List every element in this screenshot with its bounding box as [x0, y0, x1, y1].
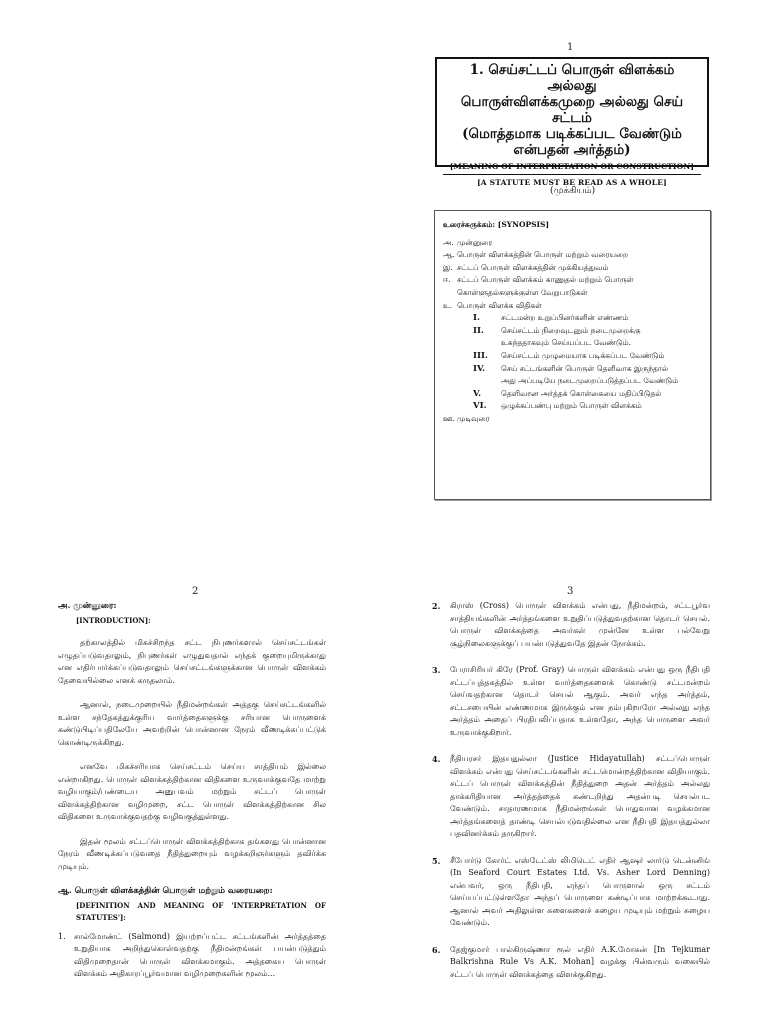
- title-line: (மொத்தமாக படிக்கப்பட வேண்டும்: [462, 126, 682, 142]
- item-text: பேராசிரியர் கிரே (Prof. Gray) பொருள் விளக்கம் என்பது ஒரு நீதிபதி சட்டப்புத்தகத்தில் உள்ள வார்த்தைகளைக் கொண்டு சட்டமன்றம் செய்வதற்கான தொடர் செயல் ஆகும். அவர் எந்த அர்த்தம், சட்டசபையின் எண்ணமாக இருக்கும் என நம்புகிறாரோ அல்லது எந்த அர்த்தம் அதைப் பிரதிபலிப்பதாக உள்ளதோ, அந்த பொருளை அவர் உருவாக்குகிறார்.: [450, 665, 710, 737]
- page-3-column: [432, 600, 710, 995]
- list-item: [432, 664, 710, 739]
- page-number: 2: [192, 586, 199, 597]
- synopsis-subitem: [443, 325, 702, 338]
- item-number: 3.: [432, 665, 441, 675]
- item-text: சால்மோண்ட் (Salmond) இயற்றப்பட்ட சட்டங்களின் அர்த்தத்தை உறுதியாக அறிந்துகொள்வதற்கு நீதிமன்றங்கள் பயன்படுத்தும் விதிமுறைதான் பொருள் விளக்கமாகும். அத்தகைய பொருள் விளக்கம் அதிகாரப்பூர்வமான வழிமுறைகளின் மூலம்...: [74, 931, 326, 978]
- item-text: தேஜ்குமார் பால்கிருஷ்ணா ரூல் எதிர் A.K.மோகன் [In Tejkumar Balkrishna Rule Vs A.K. Mohan] வழக்கு பின்வரும் வகையில் சட்டப் பொருள் விளக்கத்தை விளக்குகிறது.: [450, 944, 710, 979]
- list-item: [432, 600, 710, 650]
- paragraph: ஆனால், நடைமுறையில் நீதிமன்றங்கள் அத்தகு செய்சட்டங்களில் உள்ள சந்தேகத்துக்குரிய வார்த்தைகளுக்கு சரியான பொருளைக் கண்டுபிடிப்பதிலேயே அவற்றின் பொன்னான நேரம் வீணடிக்கப்பட்டுக் கொண்டிருக்கிறது.: [58, 700, 326, 747]
- synopsis-box: [434, 210, 711, 500]
- title-line: 1. செய்சட்டப் பொருள் விளக்கம் அல்லது: [469, 62, 675, 94]
- synopsis-subitem: [443, 375, 702, 388]
- item-number: 2.: [432, 601, 441, 611]
- synopsis-mark: [443, 287, 457, 300]
- section-heading-english: [DEFINITION AND MEANING OF 'INTERPRETATION OF STATUTES']:: [76, 900, 326, 922]
- item-number: 5.: [432, 855, 441, 866]
- item-number: 6.: [432, 944, 441, 955]
- item-text: சீபோர்டு கோர்ட் எஸ்டேட்ஸ் லிமிடெட் எதிர் ஆஷர் லார்டு டென்னிங் (In Seaford Court Estates Ltd. Vs. Asher Lord Denning) என்பவர், ஒரு நீதிபதி, எந்தப் பொருளால் ஒரு சட்டம் செய்யப்பட்டுள்ளதோ அந்தப் பொருளை கண்டிப்பாக மாற்றக்கூடாது. ஆனால் அவர் அதிலுள்ள சுளைகளைச் சுழைய முடியும் மற்றும் சுழைய வேண்டும்.: [450, 855, 710, 927]
- synopsis-text: பொருள் விளக்கத்தின் பொருள் மற்றும் வரையறை: [457, 250, 629, 260]
- page-number: 1: [567, 42, 574, 53]
- synopsis-mark: ஆ.: [443, 250, 455, 260]
- paragraph: எனவே மிகச்சரியாக செய்சட்டம் செய்ய சாத்தியம் இல்லை என்றாகிறது. பொருள் விளக்கத்திற்கான விதிகளை உருவாக்குவதே மாற்று வழியாகும்/பண்டைய அனுபவம் மற்றும் சட்டப் பொருள் விளக்கத்திற்கான வழிமுறை, சட்ட பொருள் விளக்கத்திற்கான சில விதிகளை உருவாக்குவதற்கு வழிவகுத்துள்ளது.: [58, 762, 326, 821]
- synopsis-item: [443, 249, 702, 262]
- roman-numeral: [473, 375, 501, 388]
- list-item: [432, 855, 710, 930]
- chapter-title-box: [435, 57, 709, 187]
- synopsis-subtext: சட்டமன்ற உறுப்பினர்களின் எண்ணம்: [501, 313, 629, 323]
- synopsis-text: முன்னுரை: [457, 237, 493, 247]
- synopsis-subitem: [443, 312, 702, 325]
- title-line: பொருள்விளக்கமுறை அல்லது செய் சட்டம்: [460, 94, 684, 126]
- synopsis-subitem: [443, 363, 702, 376]
- item-text: கிராஸ் (Cross) பொருள் விளக்கம் என்பது, நீதிமன்றம், சட்டபூர்வ சாத்தியங்களின் அர்த்தங்களை உறுதிப்படுத்துவதற்கான தொடர் செயல். பொருள் விளக்கத்தை அவர்கள் முன்னே உள்ள பல்வேறு சூழ்நிலைகளுக்குப் பயன்படுத்துவதே இதன் நோக்கம்.: [450, 601, 710, 648]
- synopsis-subtext: உகந்ததாகவும் செய்யப்பட வேண்டும்.: [501, 338, 632, 348]
- item-text: நீதியரசர் இதயதுல்லா (Justice Hidayatullah) சட்டப்பொருள் விளக்கம் என்பது செய்சட்டங்களின் சட்டமொன்றத்திற்கான விதியாகும். சட்டப் பொருள் விளக்கத்தின் நீதித்துறை அதன் அர்த்தம் அல்லது தாக்கரிதியான அர்த்தத்தைக் கண்டறிந்து அதன்படி செயல்பட வேண்டும். சாதாரணமாக நீதிமன்றங்கள் பொதுவான வழக்கமான அர்த்தங்களைத் தாண்டி செயல்படுவதில்லை என நீதிபதி இதயத்துல்லா பதவினர்க்கம் தருகிறார்.: [450, 754, 710, 838]
- synopsis-mark: ஈ.: [443, 275, 451, 285]
- synopsis-subitem: [443, 388, 702, 401]
- section-heading-english: [INTRODUCTION]:: [76, 615, 151, 625]
- item-number: 1.: [58, 931, 66, 941]
- synopsis-item: [443, 300, 702, 313]
- synopsis-mark: ஊ.: [443, 413, 455, 423]
- item-number: 4.: [432, 754, 441, 764]
- roman-numeral: III.: [473, 350, 488, 361]
- roman-numeral: II.: [473, 325, 484, 336]
- synopsis-item: [443, 237, 702, 250]
- synopsis-text: சட்டப் பொருள் விளக்கம் காணுதல் மற்றும் பொருள்: [457, 275, 634, 285]
- list-item: [432, 944, 710, 982]
- synopsis-item: [443, 274, 702, 287]
- title-line: என்பதன் அர்த்தம்): [513, 142, 631, 158]
- synopsis-subtext: அது அப்படியே நடைமுறைப்படுத்தப்பட வேண்டும்: [501, 376, 679, 386]
- synopsis-subtext: செய் சட்டங்களின் பொருள் தெளிவாக இருந்தால்: [501, 363, 669, 373]
- synopsis-mark: இ.: [443, 262, 453, 272]
- paragraph: தற்காலத்தில் மிகச்சிறந்த சட்ட நிபுணர்களால் செய்சட்டங்கள் எழுதப்படுவதாலும், நிபுணர்கள் எழுதுவதால் எந்தக் குறையுமிருக்காது என எதிர்பார்க்கப்படுவதாலும் செய்சட்டங்களுக்கான பொருள் விளக்கம் தேவையில்லை எனக் கருதலாம்.: [58, 638, 326, 685]
- synopsis-subitem: [443, 337, 702, 350]
- roman-numeral: V.: [473, 388, 482, 399]
- paragraph: இதன் மூலம் சட்டப்பொருள் விளக்கத்திற்காக தங்களது பொன்னான நேரம் வீணடிக்கப்படுவதை நீதித்துறையும் வழக்கறிஞர்களும் தவிர்க்க முடியும்.: [58, 836, 326, 871]
- page-2-column: [58, 600, 326, 981]
- synopsis-text: முடிவுரை: [457, 413, 490, 423]
- list-item: [58, 931, 326, 981]
- synopsis-item: [443, 413, 702, 426]
- synopsis-subtext: செய்சட்டம் முழுமையாக படிக்கப்பட வேண்டும்: [501, 350, 665, 360]
- synopsis-item: [443, 287, 702, 300]
- title-english: [MEANING OF INTERPRETATION OR CONSTRUCTION]: [449, 162, 695, 171]
- synopsis-subtext: தெளிவான அர்த்தக் கொள்கையை மதிப்பிடுதல்: [501, 388, 662, 398]
- roman-numeral: [473, 337, 501, 350]
- synopsis-subtext: ஒழுக்கப்பண்பு மற்றும் பொருள் விளக்கம்: [501, 401, 642, 411]
- synopsis-subtext: செய்சட்டம் நிறைவுடனும் நடைமுறைக்கு: [501, 325, 641, 335]
- synopsis-item: [443, 262, 702, 275]
- synopsis-mark: உ.: [443, 300, 453, 310]
- section-heading: ஆ. பொருள் விளக்கத்தின் பொருள் மற்றும் வரையறை:: [58, 886, 273, 896]
- roman-numeral: VI.: [473, 401, 487, 412]
- page-number: 3: [567, 586, 574, 597]
- synopsis-mark: அ.: [443, 237, 454, 247]
- synopsis-subitem: [443, 400, 702, 413]
- list-item: [432, 753, 710, 841]
- synopsis-text: சட்டப் பொருள் விளக்கத்தின் முக்கியத்துவம்: [457, 262, 609, 272]
- synopsis-text: கொள்ளுதல்களுக்குள்ள வேறுபாடுகள்: [457, 287, 588, 297]
- synopsis-title: உரைச்சுருக்கம்: [SYNOPSIS]: [443, 220, 550, 229]
- title-english-2: [A STATUTE MUST BE READ AS A WHOLE]: [443, 174, 701, 188]
- section-heading: அ. முன்னுரை:: [58, 601, 117, 611]
- synopsis-text: பொருள் விளக்க விதிகள்: [457, 300, 542, 310]
- roman-numeral: IV.: [473, 363, 486, 374]
- roman-numeral: I.: [473, 313, 480, 324]
- synopsis-subitem: [443, 350, 702, 363]
- important-label: (முக்கியம்): [550, 186, 596, 196]
